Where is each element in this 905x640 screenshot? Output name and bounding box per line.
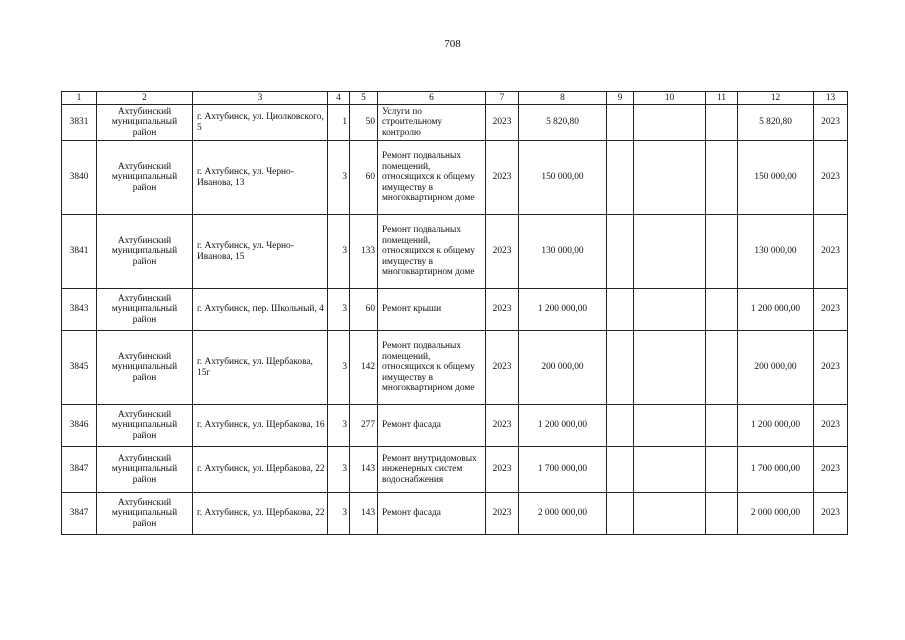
work-type-cell: Услуги по строительному контролю bbox=[378, 105, 486, 141]
table-row bbox=[62, 331, 848, 405]
row-number: 3847 bbox=[62, 447, 97, 493]
column-header-13: 13 bbox=[814, 92, 848, 105]
column-10-cell bbox=[634, 105, 706, 141]
column-4-cell: 3 bbox=[328, 447, 350, 493]
column-9-cell bbox=[607, 105, 634, 141]
column-9-cell bbox=[607, 493, 634, 535]
column-11-cell bbox=[706, 493, 738, 535]
column-header-6: 6 bbox=[378, 92, 486, 105]
column-5-cell: 60 bbox=[350, 141, 378, 215]
column-10-cell bbox=[634, 215, 706, 289]
column-11-cell bbox=[706, 447, 738, 493]
work-type-cell: Ремонт подвальных помещений, относящихся к общему имуществу в многоквартирном доме bbox=[378, 141, 486, 215]
amount-cell: 1 700 000,00 bbox=[519, 447, 607, 493]
column-header-11: 11 bbox=[706, 92, 738, 105]
column-10-cell bbox=[634, 447, 706, 493]
column-header-9: 9 bbox=[607, 92, 634, 105]
column-9-cell bbox=[607, 447, 634, 493]
column-5-cell: 50 bbox=[350, 105, 378, 141]
row-number: 3840 bbox=[62, 141, 97, 215]
total-cell: 5 820,80 bbox=[738, 105, 814, 141]
municipality-cell: Ахтубинский муниципальный район bbox=[97, 405, 193, 447]
work-type-cell: Ремонт фасада bbox=[378, 493, 486, 535]
end-year-cell: 2023 bbox=[814, 405, 848, 447]
municipality-cell: Ахтубинский муниципальный район bbox=[97, 493, 193, 535]
column-9-cell bbox=[607, 405, 634, 447]
column-10-cell bbox=[634, 331, 706, 405]
column-header-7: 7 bbox=[486, 92, 519, 105]
column-4-cell: 3 bbox=[328, 141, 350, 215]
year-cell: 2023 bbox=[486, 105, 519, 141]
table-row bbox=[62, 289, 848, 331]
column-11-cell bbox=[706, 331, 738, 405]
row-number: 3841 bbox=[62, 215, 97, 289]
total-cell: 2 000 000,00 bbox=[738, 493, 814, 535]
column-10-cell bbox=[634, 141, 706, 215]
column-header-10: 10 bbox=[634, 92, 706, 105]
amount-cell: 150 000,00 bbox=[519, 141, 607, 215]
row-number: 3845 bbox=[62, 331, 97, 405]
total-cell: 130 000,00 bbox=[738, 215, 814, 289]
total-cell: 1 200 000,00 bbox=[738, 405, 814, 447]
address-cell: г. Ахтубинск, ул. Щербакова, 15г bbox=[193, 331, 328, 405]
column-10-cell bbox=[634, 493, 706, 535]
address-cell: г. Ахтубинск, ул. Щербакова, 22 bbox=[193, 493, 328, 535]
year-cell: 2023 bbox=[486, 141, 519, 215]
column-5-cell: 142 bbox=[350, 331, 378, 405]
amount-cell: 2 000 000,00 bbox=[519, 493, 607, 535]
year-cell: 2023 bbox=[486, 493, 519, 535]
end-year-cell: 2023 bbox=[814, 141, 848, 215]
header-row bbox=[62, 92, 848, 105]
page-number: 708 bbox=[444, 38, 461, 50]
column-9-cell bbox=[607, 331, 634, 405]
end-year-cell: 2023 bbox=[814, 105, 848, 141]
amount-cell: 1 200 000,00 bbox=[519, 289, 607, 331]
column-9-cell bbox=[607, 141, 634, 215]
table-row bbox=[62, 105, 848, 141]
column-5-cell: 143 bbox=[350, 447, 378, 493]
table-row bbox=[62, 447, 848, 493]
column-5-cell: 143 bbox=[350, 493, 378, 535]
column-header-5: 5 bbox=[350, 92, 378, 105]
total-cell: 1 200 000,00 bbox=[738, 289, 814, 331]
column-9-cell bbox=[607, 215, 634, 289]
row-number: 3843 bbox=[62, 289, 97, 331]
column-header-4: 4 bbox=[328, 92, 350, 105]
work-type-cell: Ремонт крыши bbox=[378, 289, 486, 331]
address-cell: г. Ахтубинск, ул. Циолковского, 5 bbox=[193, 105, 328, 141]
amount-cell: 130 000,00 bbox=[519, 215, 607, 289]
municipality-cell: Ахтубинский муниципальный район bbox=[97, 447, 193, 493]
end-year-cell: 2023 bbox=[814, 289, 848, 331]
column-11-cell bbox=[706, 405, 738, 447]
municipality-cell: Ахтубинский муниципальный район bbox=[97, 105, 193, 141]
work-type-cell: Ремонт подвальных помещений, относящихся к общему имуществу в многоквартирном доме bbox=[378, 215, 486, 289]
column-4-cell: 3 bbox=[328, 289, 350, 331]
column-11-cell bbox=[706, 141, 738, 215]
total-cell: 200 000,00 bbox=[738, 331, 814, 405]
year-cell: 2023 bbox=[486, 331, 519, 405]
table-row bbox=[62, 215, 848, 289]
table-row bbox=[62, 405, 848, 447]
end-year-cell: 2023 bbox=[814, 215, 848, 289]
address-cell: г. Ахтубинск, ул. Черно-Иванова, 15 bbox=[193, 215, 328, 289]
year-cell: 2023 bbox=[486, 405, 519, 447]
row-number: 3846 bbox=[62, 405, 97, 447]
year-cell: 2023 bbox=[486, 215, 519, 289]
column-5-cell: 60 bbox=[350, 289, 378, 331]
amount-cell: 200 000,00 bbox=[519, 331, 607, 405]
work-type-cell: Ремонт подвальных помещений, относящихся к общему имуществу в многоквартирном доме bbox=[378, 331, 486, 405]
column-11-cell bbox=[706, 215, 738, 289]
work-type-cell: Ремонт фасада bbox=[378, 405, 486, 447]
amount-cell: 1 200 000,00 bbox=[519, 405, 607, 447]
column-10-cell bbox=[634, 289, 706, 331]
table-row bbox=[62, 493, 848, 535]
year-cell: 2023 bbox=[486, 447, 519, 493]
row-number: 3847 bbox=[62, 493, 97, 535]
column-5-cell: 277 bbox=[350, 405, 378, 447]
column-header-12: 12 bbox=[738, 92, 814, 105]
column-11-cell bbox=[706, 105, 738, 141]
repair-program-table bbox=[61, 91, 848, 535]
column-4-cell: 3 bbox=[328, 215, 350, 289]
total-cell: 1 700 000,00 bbox=[738, 447, 814, 493]
column-9-cell bbox=[607, 289, 634, 331]
column-header-2: 2 bbox=[97, 92, 193, 105]
total-cell: 150 000,00 bbox=[738, 141, 814, 215]
end-year-cell: 2023 bbox=[814, 331, 848, 405]
municipality-cell: Ахтубинский муниципальный район bbox=[97, 215, 193, 289]
address-cell: г. Ахтубинск, пер. Школьный, 4 bbox=[193, 289, 328, 331]
column-header-3: 3 bbox=[193, 92, 328, 105]
address-cell: г. Ахтубинск, ул. Щербакова, 16 bbox=[193, 405, 328, 447]
row-number: 3831 bbox=[62, 105, 97, 141]
address-cell: г. Ахтубинск, ул. Щербакова, 22 bbox=[193, 447, 328, 493]
year-cell: 2023 bbox=[486, 289, 519, 331]
column-5-cell: 133 bbox=[350, 215, 378, 289]
column-4-cell: 3 bbox=[328, 405, 350, 447]
column-header-1: 1 bbox=[62, 92, 97, 105]
column-4-cell: 1 bbox=[328, 105, 350, 141]
column-10-cell bbox=[634, 405, 706, 447]
amount-cell: 5 820,80 bbox=[519, 105, 607, 141]
municipality-cell: Ахтубинский муниципальный район bbox=[97, 331, 193, 405]
municipality-cell: Ахтубинский муниципальный район bbox=[97, 141, 193, 215]
column-4-cell: 3 bbox=[328, 331, 350, 405]
end-year-cell: 2023 bbox=[814, 493, 848, 535]
column-header-8: 8 bbox=[519, 92, 607, 105]
end-year-cell: 2023 bbox=[814, 447, 848, 493]
table-row bbox=[62, 141, 848, 215]
column-4-cell: 3 bbox=[328, 493, 350, 535]
address-cell: г. Ахтубинск, ул. Черно-Иванова, 13 bbox=[193, 141, 328, 215]
municipality-cell: Ахтубинский муниципальный район bbox=[97, 289, 193, 331]
work-type-cell: Ремонт внутридомовых инженерных систем водоснабжения bbox=[378, 447, 486, 493]
column-11-cell bbox=[706, 289, 738, 331]
